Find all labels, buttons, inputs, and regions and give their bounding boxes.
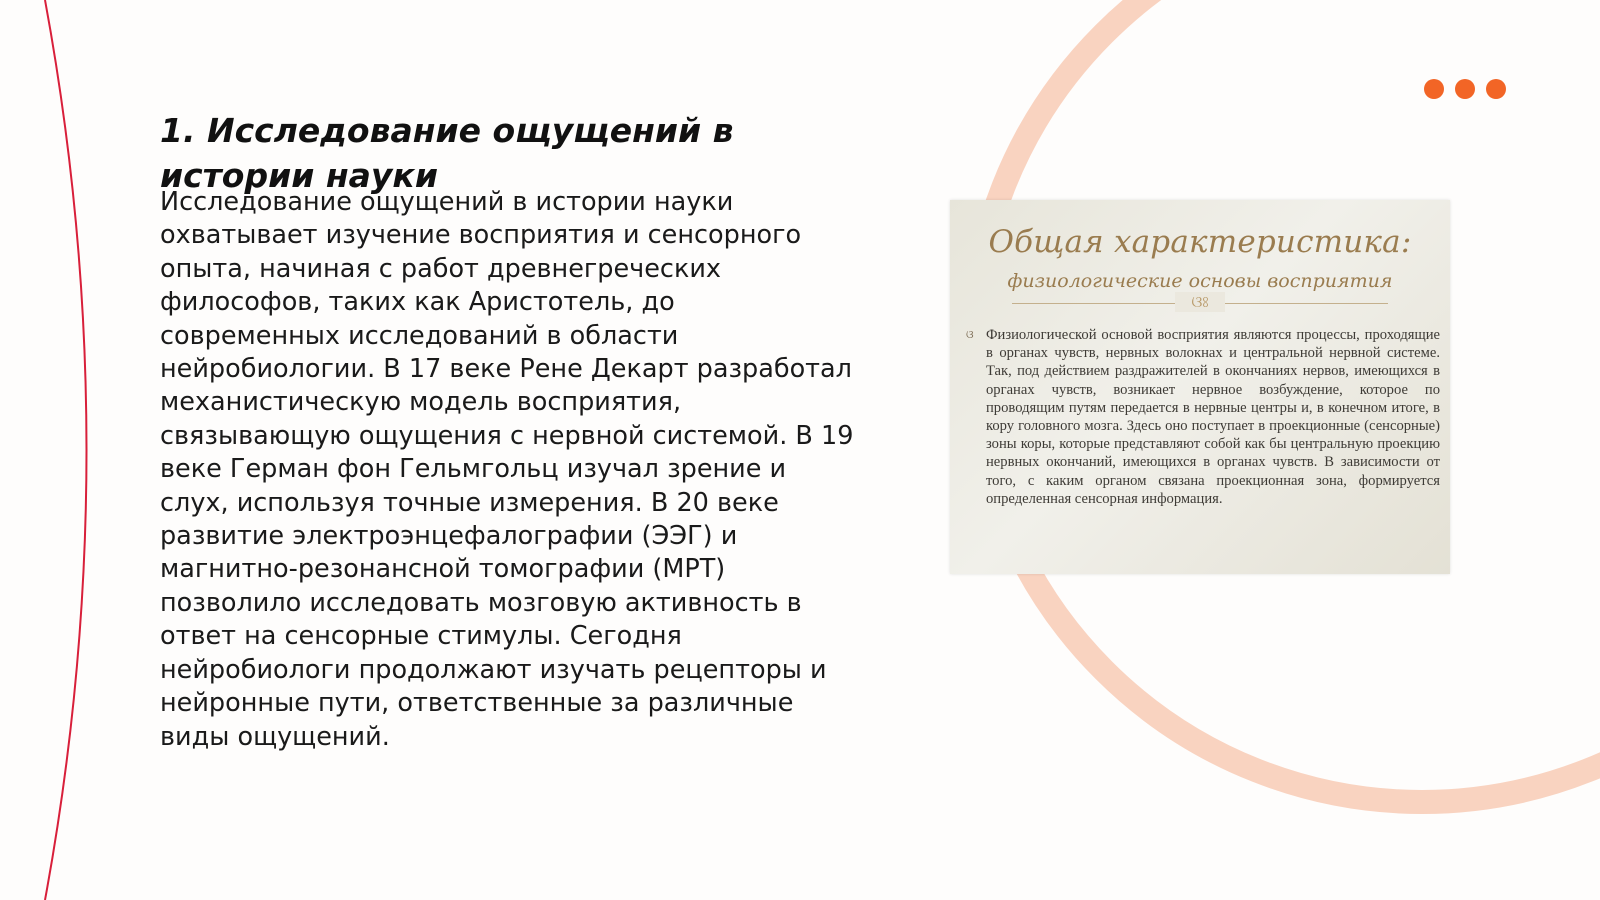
slide-body-text: Исследование ощущений в истории науки охватывает изучение восприятия и сенсорного опыта, начиная с работ древнегреческих философов, таких как Аристотель, до современных исследований в области нейробиологии. В 17 веке Рене Декарт разработал механистическую модель восприятия, связывающую ощущения с нервной системой. В 19 веке Герман фон Гельмгольц изучал зрение и слух, используя точные измерения. В 20 веке развитие электроэнцефалографии (ЭЭГ) и магнитно-резонансной томографии (МРТ) позволило исследовать мозговую активность в ответ на сенсорные стимулы. Сегодня нейробиологи продолжают изучать рецепторы и нейронные пути, ответственные за различные виды ощущений. — [160, 187, 854, 752]
ornament-bullet-icon: ଓ — [966, 328, 974, 341]
illustration-title: Общая характеристика: — [988, 224, 1412, 260]
dot-icon — [1455, 79, 1475, 99]
slide-title: 1. Исследование ощущений в истории науки — [160, 111, 734, 195]
three-dots-icon — [1424, 79, 1506, 99]
ornament-icon: ଓଃ — [1175, 292, 1225, 312]
dot-icon — [1486, 79, 1506, 99]
dot-icon — [1424, 79, 1444, 99]
illustration-card — [950, 200, 1450, 574]
decorative-left-curve — [45, 0, 87, 900]
illustration-subtitle: физиологические основы восприятия — [1007, 270, 1393, 292]
illustration-text: Физиологической основой восприятия являются процессы, проходящие в органах чувств, нервных волокнах и центральной нервной системе. Так, под действием раздражителей в окончаниях нервов, имеющихся в органах чувств, возникает нервное возбуждение, которое по проводящим путям передается в нервные центры и, в конечном итоге, в кору головного мозга. Здесь оно поступает в проекционные (сенсорные) зоны коры, которые представляют собой как бы центральную проекцию нервных окончаний, имеющихся в органах чувств. В зависимости от того, с каким органом связана проекционная зона, формируется определенная сенсорная информация. — [986, 327, 1440, 507]
